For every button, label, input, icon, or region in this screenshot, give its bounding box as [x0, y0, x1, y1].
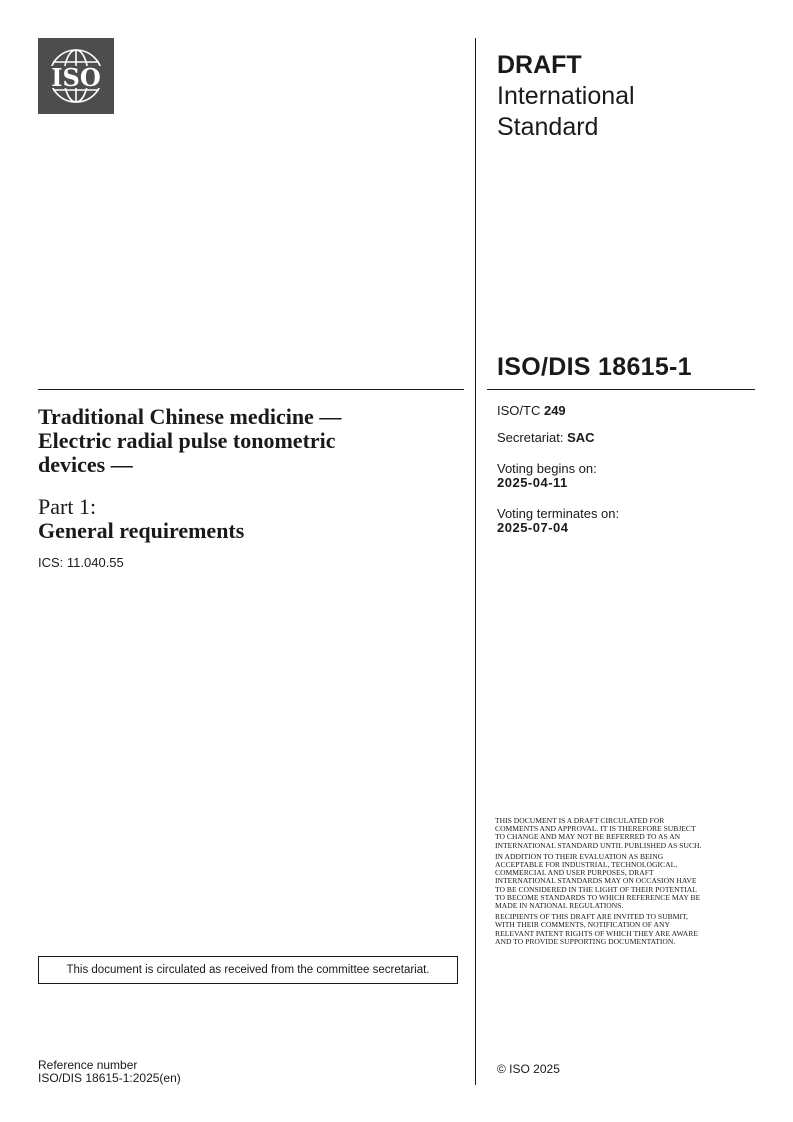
copyright: © ISO 2025: [497, 1062, 560, 1076]
tc-label: ISO/TC: [497, 403, 541, 418]
horizontal-rule-left: [38, 389, 464, 390]
voting-terminates-date: 2025-07-04: [497, 520, 569, 535]
circulated-note-box: This document is circulated as received from the committee secretariat.: [38, 956, 458, 984]
notice-paragraph: IN ADDITION TO THEIR EVALUATION AS BEING ACCEPTABLE FOR INDUSTRIAL, TECHNOLOGICAL, COMMERCIAL AND USER PURPOSES, DRAFT INTERNATIONAL STANDARDS MAY ON OCCASION HAVE TO BE CONSIDERED IN THE LIGHT OF THEIR POTENTIAL TO BECOME STANDARDS TO WHICH REFERENCE MAY BE MADE IN NATIONAL REGULATIONS.: [495, 851, 701, 911]
heading-line-international: International: [497, 82, 635, 110]
title-line: devices —: [38, 452, 133, 477]
heading-line-standard: Standard: [497, 113, 599, 141]
voting-terminates-label: Voting terminates on:: [497, 506, 620, 521]
voting-begins-label: Voting begins on:: [497, 461, 597, 476]
title-line: Traditional Chinese medicine —: [38, 404, 342, 429]
technical-committee: [497, 403, 566, 418]
iso-globe-icon: [38, 38, 114, 114]
reference-number: ISO/DIS 18615-1:2025(en): [38, 1071, 181, 1085]
title-line: Electric radial pulse tonometric: [38, 428, 336, 453]
iso-logo: [38, 38, 114, 114]
reference-number-label: Reference number: [38, 1058, 138, 1072]
horizontal-rule-right: [487, 389, 755, 390]
heading-line-draft: DRAFT: [497, 51, 582, 79]
secretariat: [497, 430, 595, 445]
notice-paragraph: THIS DOCUMENT IS A DRAFT CIRCULATED FOR COMMENTS AND APPROVAL. IT IS THEREFORE SUBJECT TO CHANGE AND MAY NOT BE REFERRED TO AS AN INTERNATIONAL STANDARD UNTIL PUBLISHED AS SUCH.: [495, 816, 702, 850]
secretariat-value: SAC: [567, 430, 595, 445]
standard-number: ISO/DIS 18615-1: [497, 353, 692, 381]
iso-logo-text: ISO: [51, 63, 101, 92]
notice-paragraph: RECIPIENTS OF THIS DRAFT ARE INVITED TO SUBMIT, WITH THEIR COMMENTS, NOTIFICATION OF ANY RELEVANT PATENT RIGHTS OF WHICH THEY ARE AWARE AND TO PROVIDE SUPPORTING DOCUMENTATION.: [495, 912, 698, 946]
secretariat-label: Secretariat:: [497, 430, 564, 445]
vertical-divider: [475, 38, 476, 1085]
part-title: General requirements: [38, 518, 245, 543]
part-label: Part 1:: [38, 494, 97, 519]
draft-notice: [495, 817, 705, 949]
tc-value: 249: [543, 403, 566, 418]
voting-begins-date: 2025-04-11: [497, 475, 568, 490]
ics-code: ICS: 11.040.55: [38, 555, 124, 570]
draft-international-standard-heading: [497, 50, 635, 143]
document-title: [38, 405, 458, 477]
